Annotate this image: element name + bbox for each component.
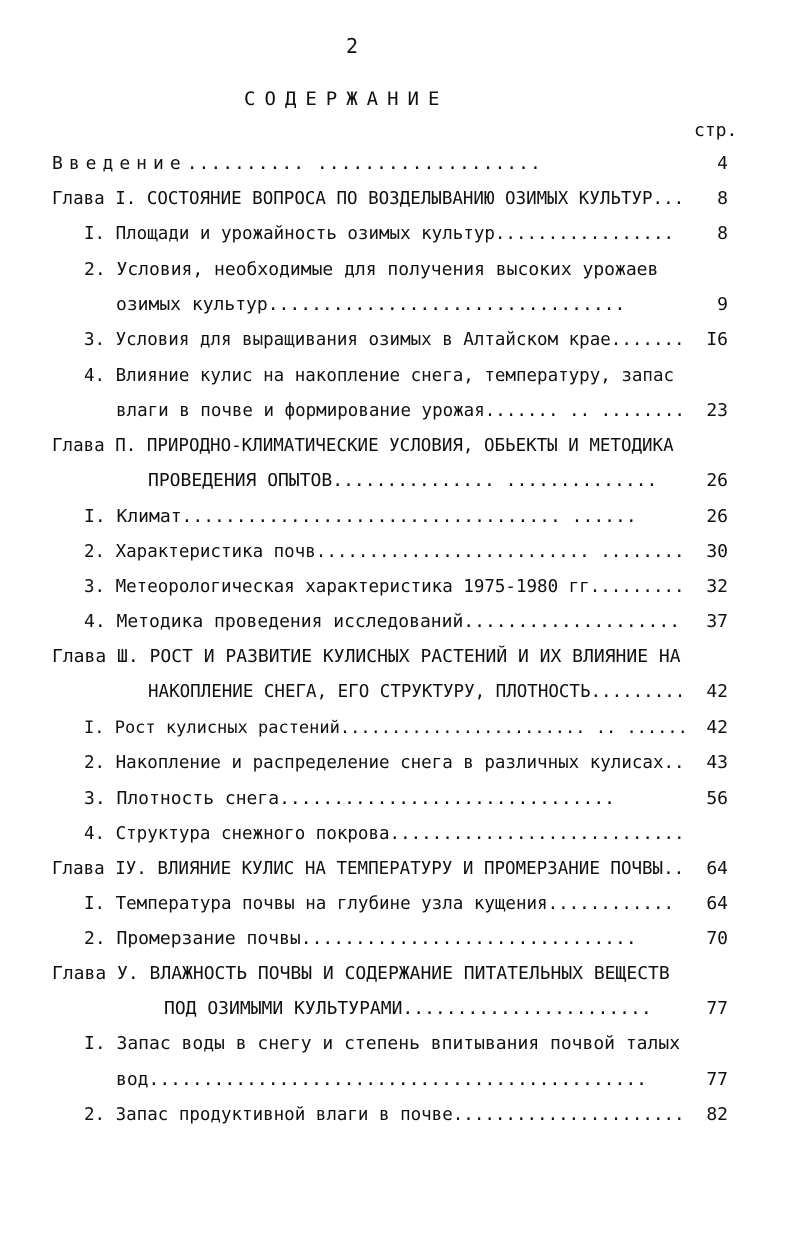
toc-entry-chapter: Глава I. СОСТОЯНИЕ ВОПРОСА ПО ВОЗДЕЛЫВАНИЮ ОЗИМЫХ КУЛЬТУР... bbox=[52, 189, 685, 209]
toc-entry-section: 2. Промерзание почвы............................... bbox=[84, 928, 637, 949]
toc-page-number: 23 bbox=[706, 400, 728, 421]
toc-entry-section: 2. Запас продуктивной влаги в почве...................... bbox=[84, 1105, 685, 1125]
toc-page-number: 9 bbox=[717, 294, 728, 315]
toc-entry-section: I. Рост кулисных растений........................ .. ...... bbox=[84, 718, 688, 738]
toc-entry-section: 2. Характеристика почв.......................... ........ bbox=[84, 542, 685, 562]
toc-entry-section: I. Температура почвы на глубине узла кущения............ bbox=[84, 894, 675, 914]
toc-entry-intro bbox=[52, 152, 542, 176]
toc-entry-section: I. Климат................................... ...... bbox=[84, 506, 637, 527]
toc-page-number: I6 bbox=[706, 329, 728, 350]
toc-page-number: 43 bbox=[706, 752, 728, 773]
toc-entry-continuation: ПРОВЕДЕНИЯ ОПЫТОВ............... .............. bbox=[148, 470, 658, 491]
page-number: 2 bbox=[346, 34, 359, 58]
toc-entry-section: 2. Условия, необходимые для получения высоких урожаев bbox=[84, 259, 659, 280]
toc-entry-text: Введение bbox=[52, 153, 187, 174]
toc-entry-section: 4. Методика проведения исследований.................... bbox=[84, 611, 681, 632]
toc-page-number: 32 bbox=[706, 576, 728, 597]
toc-page-number: 77 bbox=[706, 1069, 728, 1090]
toc-entry-section: 4. Влияние кулис на накопление снега, температуру, запас bbox=[84, 366, 675, 386]
toc-entry-section: 3. Плотность снега............................... bbox=[84, 788, 616, 809]
toc-page-number: 26 bbox=[706, 470, 728, 491]
toc-page-number: 64 bbox=[706, 893, 728, 914]
toc-entry-chapter: Глава П. ПРИРОДНО-КЛИМАТИЧЕСКИЕ УСЛОВИЯ, ОБЬЕКТЫ И МЕТОДИКА bbox=[52, 436, 674, 456]
toc-page-number: 56 bbox=[706, 788, 728, 809]
toc-entry-chapter: Глава IУ. ВЛИЯНИЕ КУЛИС НА ТЕМПЕРАТУРУ И ПРОМЕРЗАНИЕ ПОЧВЫ.. bbox=[52, 859, 685, 879]
toc-entry-section: 2. Накопление и распределение снега в различных кулисах.. bbox=[84, 753, 685, 773]
toc-page-number: 8 bbox=[717, 188, 728, 209]
toc-page-number: 37 bbox=[706, 611, 728, 632]
toc-page-number: 70 bbox=[706, 928, 728, 949]
toc-entry-section: I. Запас воды в снегу и степень впитывания почвой талых bbox=[84, 1033, 681, 1054]
toc-page-number: 30 bbox=[706, 541, 728, 562]
toc-page-number: 4 bbox=[717, 153, 728, 174]
toc-entry-section: 3. Метеорологическая характеристика 1975-1980 гг......... bbox=[84, 577, 685, 597]
toc-entry-continuation: вод.............................................. bbox=[116, 1069, 648, 1090]
toc-page-number: 26 bbox=[706, 506, 728, 527]
toc-entry-continuation: озимых культур................................. bbox=[116, 294, 626, 315]
toc-entry-section: 4. Структура снежного покрова............................ bbox=[84, 824, 685, 844]
toc-page-number: 82 bbox=[706, 1104, 728, 1125]
toc-entry-section: I. Площади и урожайность озимых культур................. bbox=[84, 224, 675, 244]
toc-dots: .......... ................... bbox=[186, 153, 542, 174]
toc-entry-continuation: ПОД ОЗИМЫМИ КУЛЬТУРАМИ....................... bbox=[164, 998, 652, 1019]
toc-page-number: 8 bbox=[717, 223, 728, 244]
toc-entry-continuation: влаги в почве и формирование урожая....... .. ........ bbox=[116, 401, 685, 421]
toc-page-number: 42 bbox=[706, 717, 728, 738]
toc-entry-chapter: Глава У. ВЛАЖНОСТЬ ПОЧВЫ И СОДЕРЖАНИЕ ПИТАТЕЛЬНЫХ ВЕЩЕСТВ bbox=[52, 963, 670, 984]
toc-entry-section: 3. Условия для выращивания озимых в Алтайском крае....... bbox=[84, 330, 685, 350]
page-column-header: стр. bbox=[694, 120, 738, 141]
toc-page-number: 42 bbox=[706, 681, 728, 702]
page-title: СОДЕРЖАНИЕ bbox=[244, 88, 449, 110]
toc-entry-chapter: Глава Ш. РОСТ И РАЗВИТИЕ КУЛИСНЫХ РАСТЕНИЙ И ИХ ВЛИЯНИЕ НА bbox=[52, 646, 681, 667]
toc-entry-continuation: НАКОПЛЕНИЕ СНЕГА, ЕГО СТРУКТУРУ, ПЛОТНОСТЬ......... bbox=[148, 682, 686, 702]
toc-page-number: 77 bbox=[706, 998, 728, 1019]
toc-page-number: 64 bbox=[706, 858, 728, 879]
